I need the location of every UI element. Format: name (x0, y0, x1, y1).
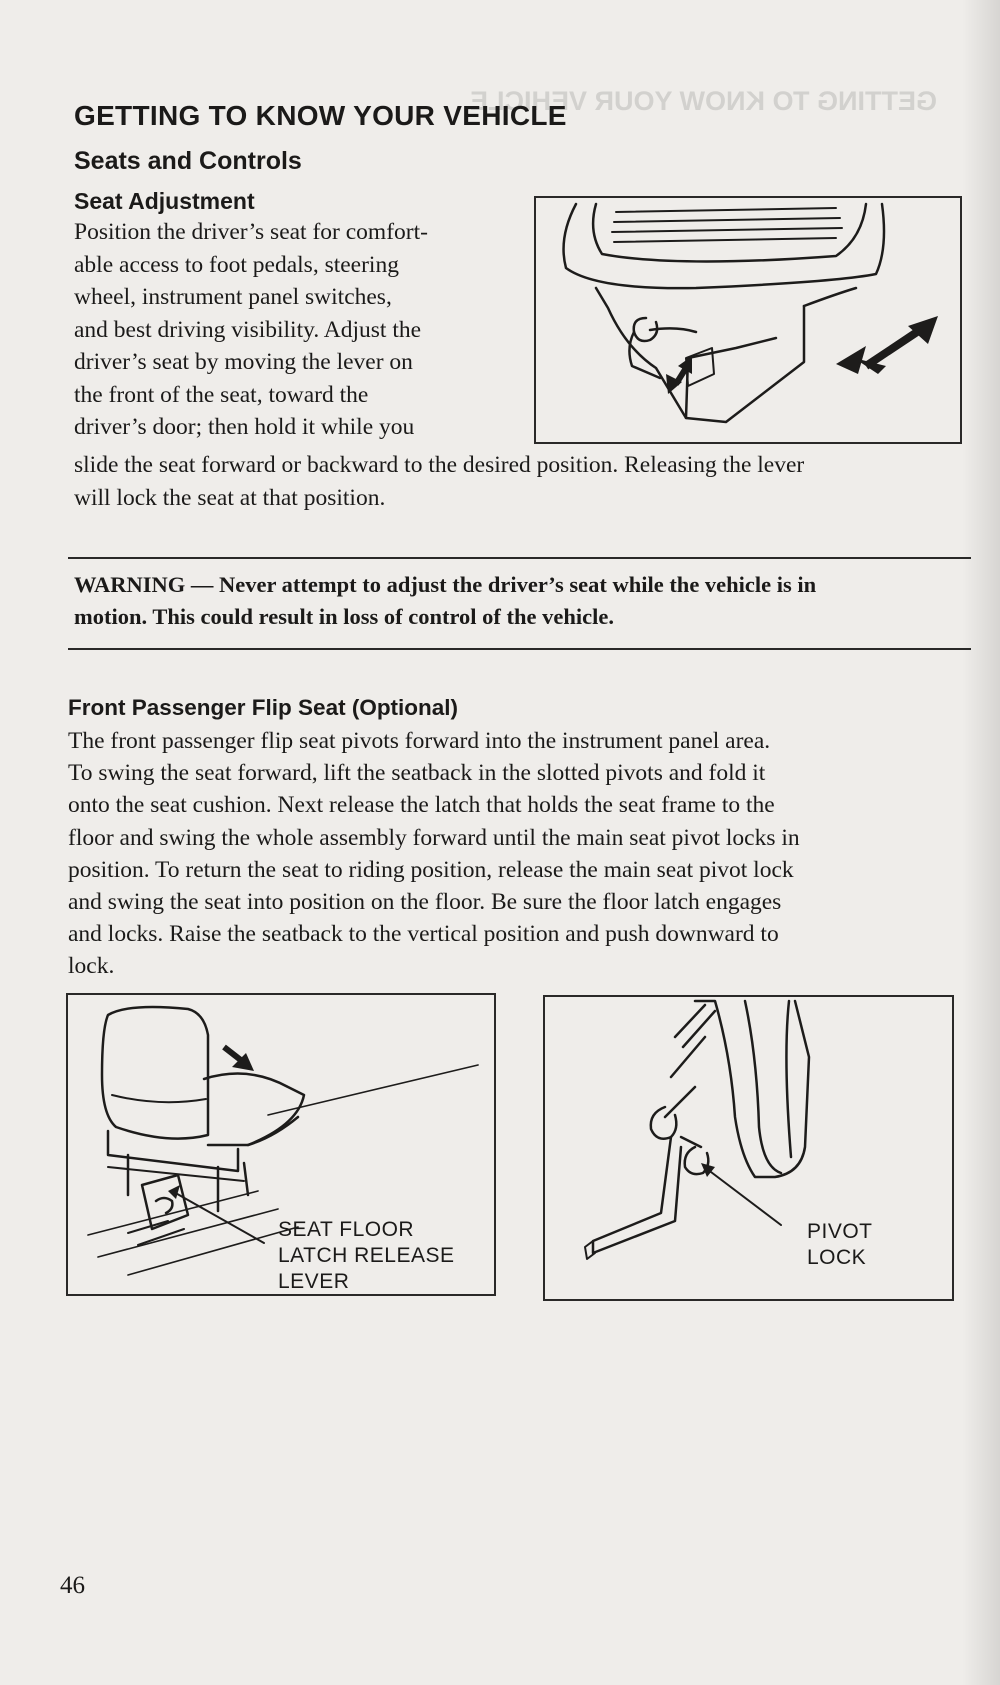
flip-seat-title: Front Passenger Flip Seat (Optional) (68, 695, 459, 720)
warning-bottom-rule (68, 648, 971, 650)
folded-seat-drawing (545, 997, 952, 1299)
warning-line: motion. This could result in loss of control of the vehicle. (74, 604, 615, 629)
driver-seat-drawing (536, 198, 960, 442)
text-line: driver’s seat by moving the lever on (74, 349, 413, 375)
flip-seat-latch-illustration (66, 993, 496, 1296)
text-line: the front of the seat, toward the (74, 381, 369, 408)
text-line: able access to foot pedals, steering (74, 251, 399, 278)
pivot-lock-illustration (543, 995, 954, 1301)
warning-notice (74, 569, 974, 633)
label-line: PIVOT (807, 1220, 873, 1243)
label-line: LOCK (807, 1246, 867, 1269)
label-line: SEAT FLOOR (278, 1218, 415, 1241)
text-line: Position the driver’s seat for comfort- (74, 219, 428, 245)
seat-adjustment-title: Seat Adjustment (74, 188, 255, 214)
seat-adjustment-paragraph (74, 216, 510, 444)
page-header: GETTING TO KNOW YOUR VEHICLE (74, 100, 567, 131)
text-line: position. To return the seat to riding position, release the main seat pivot lock (68, 856, 794, 883)
text-line: floor and swing the whole assembly forward until the main seat pivot locks in (68, 824, 800, 851)
text-line: and locks. Raise the seatback to the vertical position and push downward to (68, 921, 779, 948)
text-line: will lock the seat at that position. (74, 484, 386, 511)
section-title: Seats and Controls (74, 147, 302, 175)
label-line: LATCH RELEASE (278, 1244, 455, 1267)
seat-adjustment-illustration (534, 196, 962, 444)
text-line: onto the seat cushion. Next release the latch that holds the seat frame to the (68, 792, 775, 819)
seat-floor-latch-label (278, 1217, 455, 1295)
seat-adjustment-paragraph-continued (74, 449, 974, 514)
text-line: The front passenger flip seat pivots forward into the instrument panel area. (68, 728, 771, 754)
warning-line: WARNING — Never attempt to adjust the driver’s seat while the vehicle is in (74, 572, 817, 597)
text-line: wheel, instrument panel switches, (74, 284, 392, 310)
page-number: 46 (60, 1572, 85, 1599)
text-line: lock. (68, 953, 115, 980)
text-line: and best driving visibility. Adjust the (74, 316, 422, 343)
text-line: To swing the seat forward, lift the seatback in the slotted pivots and fold it (68, 760, 766, 787)
text-line: and swing the seat into position on the floor. Be sure the floor latch engages (68, 889, 782, 916)
label-line: LEVER (278, 1270, 350, 1293)
text-line: driver’s door; then hold it while you (74, 414, 415, 440)
text-line: slide the seat forward or backward to the desired position. Releasing the lever (74, 452, 805, 478)
flip-seat-paragraph (68, 725, 972, 983)
warning-top-rule (68, 557, 971, 559)
reverse-page-bleed: GETTING TO KNOW YOUR VEHICLE (470, 86, 938, 116)
pivot-lock-label (807, 1219, 873, 1271)
